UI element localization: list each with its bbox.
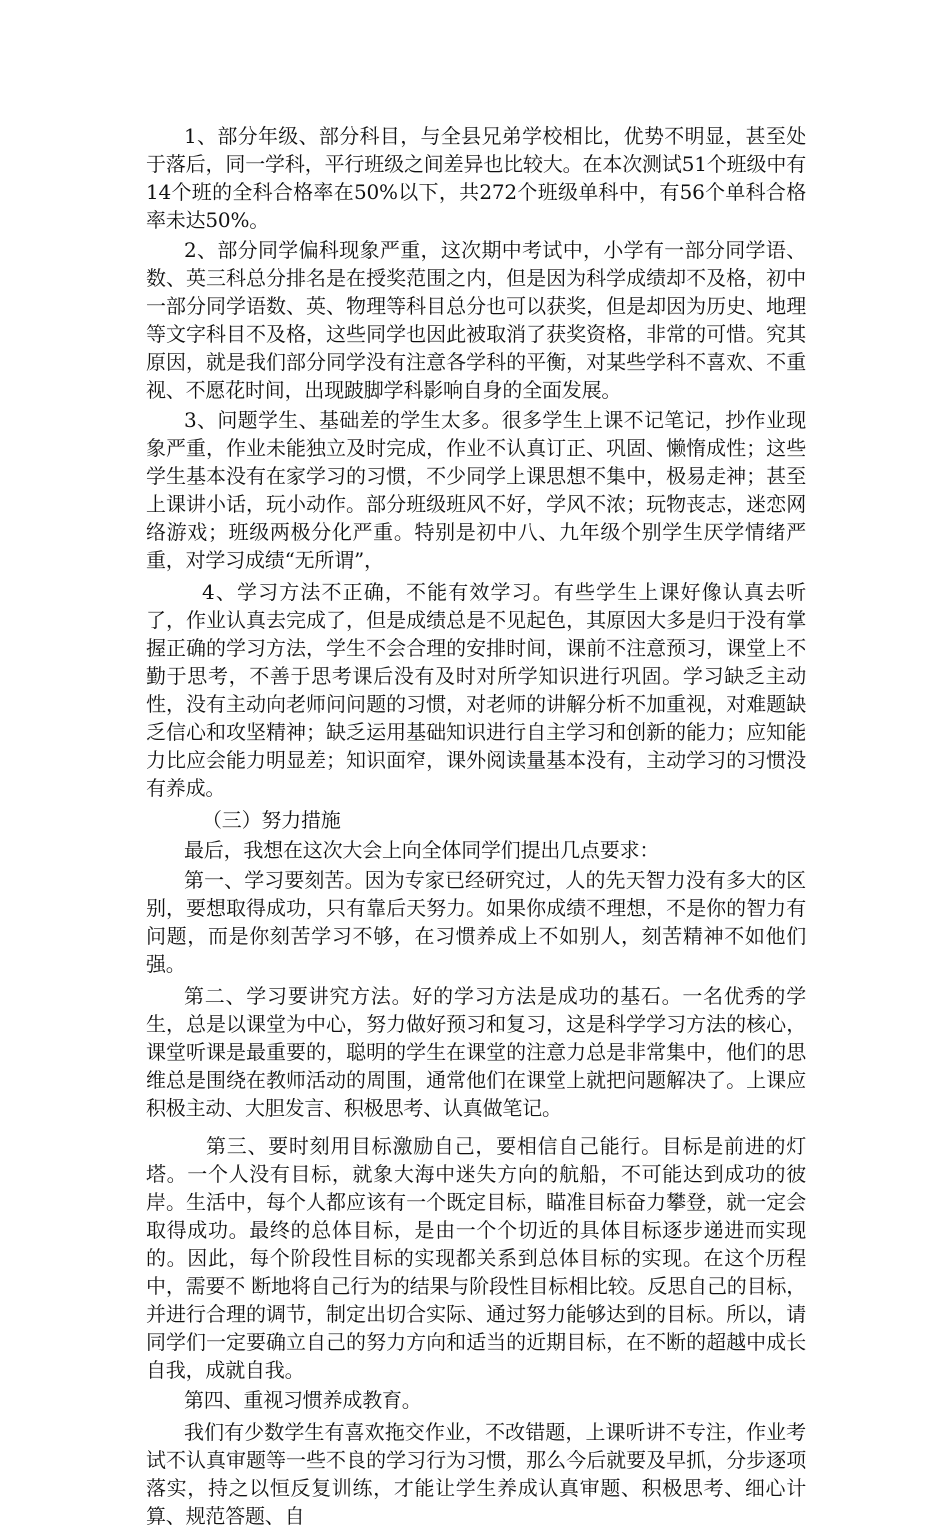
- paragraph-2: 2、部分同学偏科现象严重，这次期中考试中，小学有一部分同学语、数、英三科总分排名是在授奖范围之内，但是因为科学成绩却不及格，初中一部分同学语数、英、物理等科目总分也可以获奖，但是却因为历史、地理等文字科目不及格，这些同学也因此被取消了获奖资格，非常的可惜。究其原因，就是我们部分同学没有注意各学科的平衡，对某些学科不喜欢、不重视、不愿花时间，出现跛脚学科影响自身的全面发展。: [146, 238, 806, 402]
- document-body: [146, 122, 806, 1530]
- measure-fourth-heading: 第四、重视习惯养成教育。: [184, 1388, 422, 1412]
- section-heading: （三）努力措施: [202, 808, 341, 832]
- paragraph-1: 1、部分年级、部分科目，与全县兄弟学校相比，优势不明显，甚至处于落后，同一学科，平行班级之间差异也比较大。在本次测试51个班级中有14个班的全科合格率在50%以下，共272个班级单科中，有56个单科合格率未达50%。: [146, 124, 806, 232]
- measure-third: 第三、要时刻用目标激励自己，要相信自己能行。目标是前进的灯塔。一个人没有目标，就象大海中迷失方向的航船，不可能达到成功的彼岸。生活中，每个人都应该有一个既定目标，瞄准目标奋力攀登，就一定会取得成功。最终的总体目标，是由一个个切近的具体目标逐步递进而实现的。因此，每个阶段性目标的实现都关系到总体目标的实现。在这个历程中，需要不 断地将自己行为的结果与阶段性目标相比较。反思自己的目标，并进行合理的调节，制定出切合实际、通过努力能够达到的目标。所以，请同学们一定要确立自己的努力方向和适当的近期目标，在不断的超越中成长自我，成就自我。: [146, 1134, 806, 1382]
- paragraph-4: 4、学习方法不正确，不能有效学习。有些学生上课好像认真去听了，作业认真去完成了，但是成绩总是不见起色，其原因大多是归于没有掌握正确的学习方法，学生不会合理的安排时间，课前不注意预习，课堂上不勤于思考，不善于思考课后没有及时对所学知识进行巩固。学习缺乏主动性，没有主动向老师问问题的习惯，对老师的讲解分析不加重视，对难题缺乏信心和攻坚精神；缺乏运用基础知识进行自主学习和创新的能力；应知能力比应会能力明显差；知识面窄，课外阅读量基本没有，主动学习的习惯没有养成。: [146, 580, 806, 800]
- measure-second: 第二、学习要讲究方法。好的学习方法是成功的基石。一名优秀的学生，总是以课堂为中心，努力做好预习和复习，这是科学学习方法的核心，课堂听课是最重要的，聪明的学生在课堂的注意力总是非常集中，他们的思维总是围绕在教师活动的周围，通常他们在课堂上就把问题解决了。上课应积极主动、大胆发言、积极思考、认真做笔记。: [146, 984, 806, 1120]
- paragraph-3: 3、问题学生、基础差的学生太多。很多学生上课不记笔记，抄作业现象严重，作业未能独立及时完成，作业不认真订正、巩固、懒惰成性；这些学生基本没有在家学习的习惯，不少同学上课思想不集中，极易走神；甚至上课讲小话，玩小动作。部分班级班风不好，学风不浓；玩物丧志，迷恋网络游戏；班级两极分化严重。特别是初中八、九年级个别学生厌学情绪严重，对学习成绩“无所谓”，: [146, 408, 806, 572]
- measures-intro: 最后，我想在这次大会上向全体同学们提出几点要求：: [184, 838, 660, 862]
- measure-first: 第一、学习要刻苦。因为专家已经研究过，人的先天智力没有多大的区别，要想取得成功，只有靠后天努力。如果你成绩不理想，不是你的智力有问题，而是你刻苦学习不够，在习惯养成上不如别人，刻苦精神不如他们强。: [146, 868, 806, 976]
- measure-fourth-body: 我们有少数学生有喜欢拖交作业，不改错题，上课听讲不专注，作业考试不认真审题等一些不良的学习行为习惯，那么今后就要及早抓，分步逐项落实，持之以恒反复训练，才能让学生养成认真审题、积极思考、细心计算、规范答题、自: [146, 1420, 806, 1528]
